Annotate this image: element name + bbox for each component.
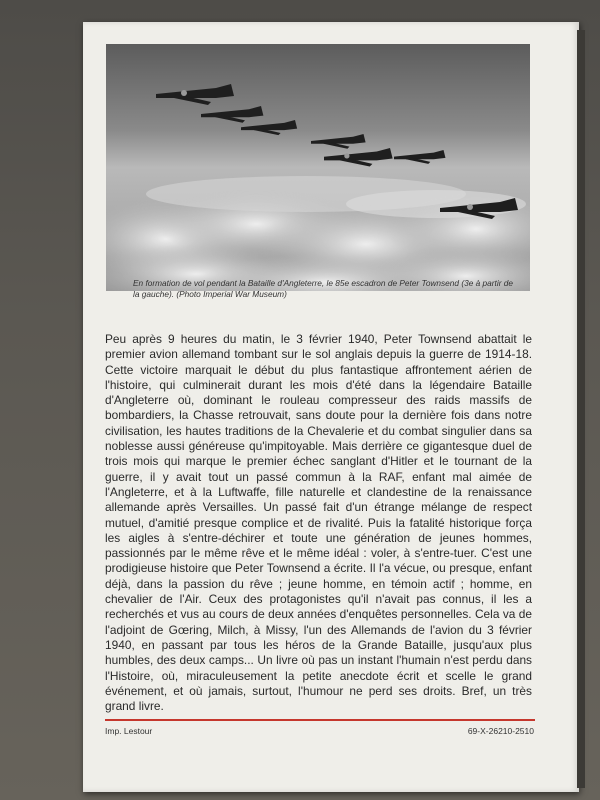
blurb-text: Peu après 9 heures du matin, le 3 février 1940, Peter Townsend abattait le premier avion allemand tombant sur le sol anglais depuis la guerre de 1914-18. Cette victoire marquait le début du plus fantastique affrontement aérien de l'histoire, qui culminerait durant les mois d'été dans la légendaire Bataille d'Angleterre où, dominant le rouleau compresseur des raids massifs de bombardiers, la Chasse retrouvait, sans doute pour la dernière fois dans notre civilisation, les hautes traditions de la Chevalerie et du combat singulier dans sa noblesse aussi généreuse qu'impitoyable. Mais derrière ce gigantesque duel de trois mois qui marque le premier échec sanglant d'Hitler et le tournant de la guerre, il y avait tout un passé commun à la RAF, enfant mal aimée de l'Angleterre, et à la Luftwaffe, fille naturelle et clandestine de la renaissance allemande après Versailles. Un passé fait d'un étrange mélange de respect mutuel, d'amitié presque complice et de rivalité. Puis la fatalité historique força les aigles à s'entre-déchirer et toute une génération de jeunes hommes, passionnés par le même rêve et le même idéal : voler, à s'entre-tuer. C'est une prodigieuse histoire que Peter Townsend a écrite. Il l'a vécue, ou presque, enfant déjà, dans la passion du rêve ; jeune homme, en témoin actif ; homme, en chevalier de l'Air. Ceux des protagonistes qu'il n'avait pas connus, il les a recherchés et vus au cours de deux années d'enquêtes personnelles. Cela va de l'adjoint de Gœring, Milch, à Missy, l'un des Allemands de l'avion du 3 février 1940, en passant par tous les héros de la Grande Bataille, jusqu'aux plus humbles, des deux camps... Un livre où pas un instant l'humain n'est perdu dans l'Histoire, où, miraculeusement la petite anecdote écrit et scelle le grand événement, et où jamais, surtout, l'humour ne perd ses droits. Bref, un très grand livre. [105,332,532,714]
cloud-bank [106,176,530,291]
cover-edge-shadow [577,30,585,788]
photo-formation-flight [106,44,530,291]
photo-caption: En formation de vol pendant la Bataille d'Angleterre, le 85e escadron de Peter Townsend (3e à partir de la gauche). (Photo Imperial War Museum) [133,278,513,299]
catalog-code: 69-X-26210-2510 [467,726,534,736]
book-back-cover [83,22,579,792]
red-divider-line [105,719,535,721]
printer-imprint: Imp. Lestour [105,726,153,736]
